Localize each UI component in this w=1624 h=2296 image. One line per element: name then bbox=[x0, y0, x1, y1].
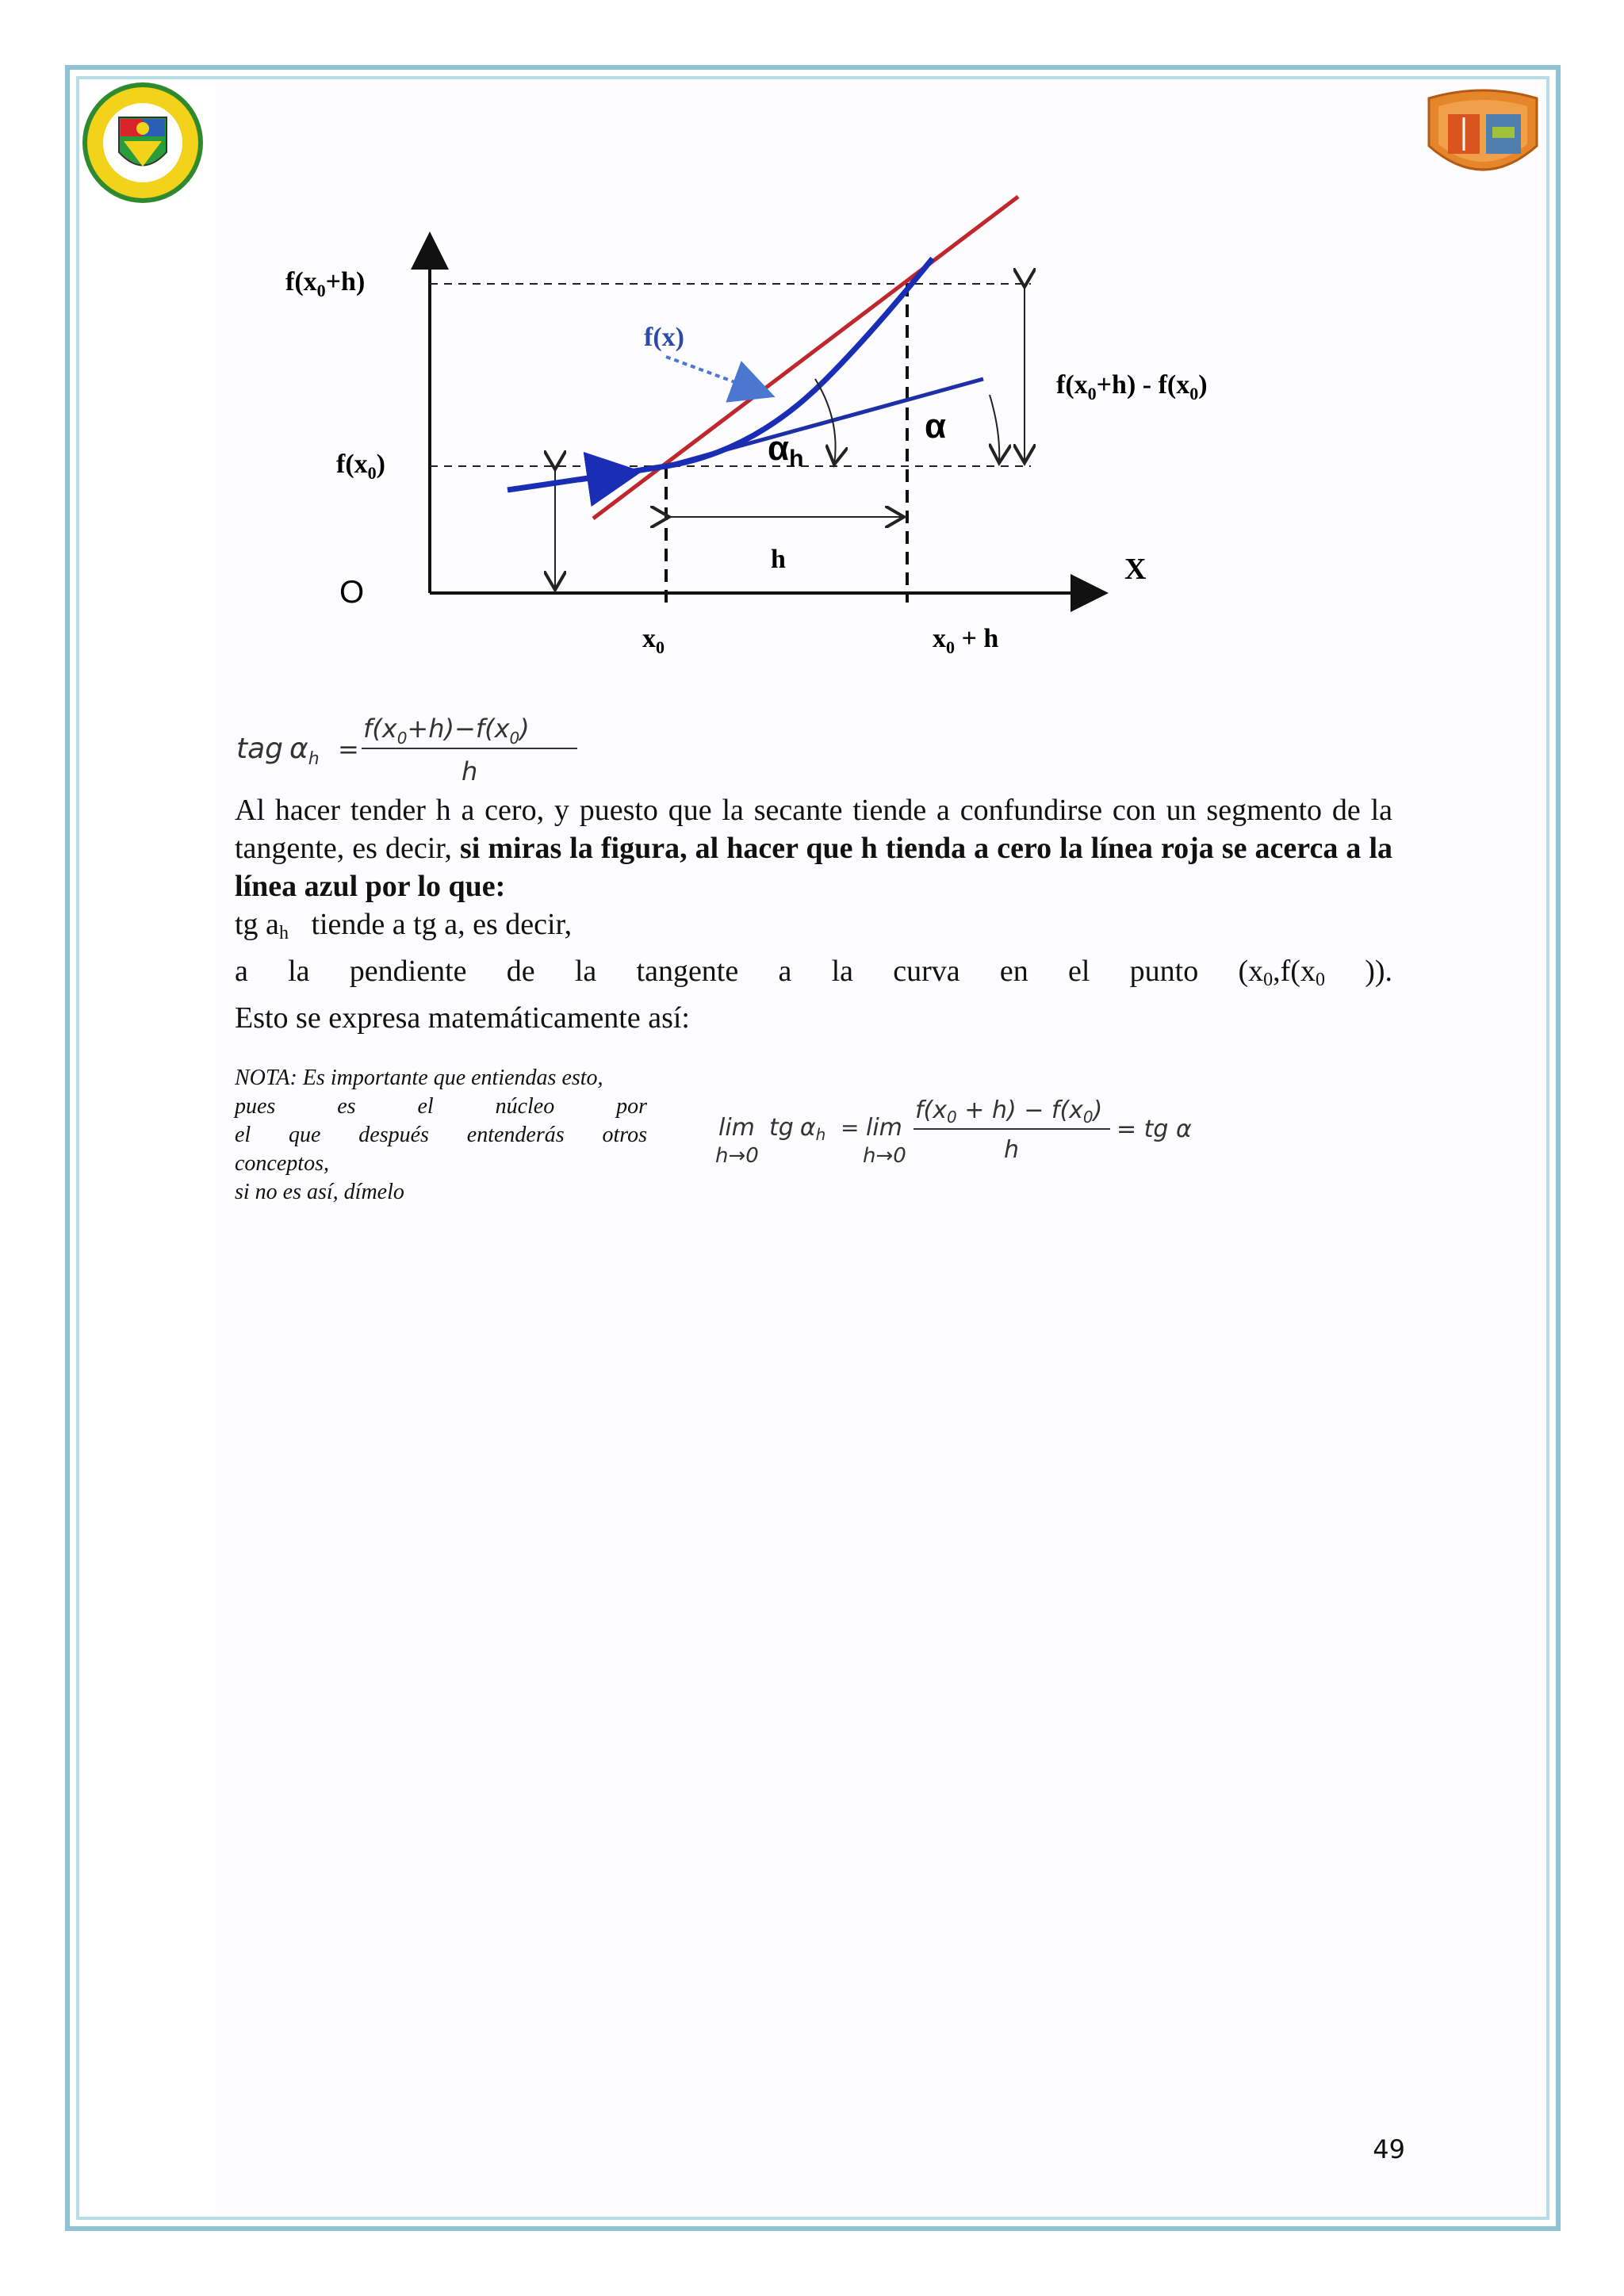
curve-fx bbox=[508, 258, 933, 490]
para-bold: si miras la figura, al hacer que h tienda a cero la línea roja se acerca a la línea azul por lo que: bbox=[235, 832, 1393, 903]
label-h: h bbox=[771, 545, 786, 574]
label-origin: O bbox=[339, 575, 365, 610]
label-x-axis: X bbox=[1124, 553, 1147, 586]
label-f-x0: $f(x_0)$ bbox=[336, 450, 385, 483]
label-f-x0h: $f(x_0+h)$ bbox=[285, 267, 366, 300]
svg-text:h→0: h→0 bbox=[715, 1144, 759, 1168]
note-line-5: si no es así, dímelo bbox=[235, 1180, 404, 1204]
faculty-shield-logo bbox=[1421, 82, 1545, 190]
note-line-3: el que después entenderás otros bbox=[235, 1123, 647, 1147]
svg-text:=: = bbox=[338, 734, 359, 764]
para-intro: Al hacer tender h a cero, y puesto que la secante tiende a confundirse con un segmento de la tangente, es decir, bbox=[235, 794, 1392, 865]
svg-text:tagαh: tag $\alpha_h$ bbox=[236, 733, 320, 769]
label-alpha-h: αh bbox=[768, 429, 804, 472]
note-line-4: conceptos, bbox=[235, 1151, 329, 1176]
label-x0: $x_0$ bbox=[642, 624, 665, 657]
formula-limit bbox=[714, 1093, 1205, 1180]
note-line-2: pues es el núcleo por bbox=[235, 1094, 647, 1119]
svg-text:h: h bbox=[1004, 1136, 1020, 1164]
label-x0-plus-h: $x_0 + h$ bbox=[933, 624, 999, 657]
para-last-line: Esto se expresa matemáticamente así: bbox=[235, 1001, 690, 1035]
para-slope-line: a la pendiente de la tangente a la curva en el punto ($x_0,f(x_0$ )). bbox=[235, 955, 1393, 990]
para-tg-line: tg $a_h$ tiende a tg a, es decir, bbox=[235, 908, 573, 943]
note-line-1: NOTA: Es importante que entiendas esto, bbox=[235, 1066, 603, 1090]
university-seal-logo bbox=[79, 79, 206, 206]
derivative-diagram bbox=[238, 182, 1277, 674]
svg-text:tgαh: tg $\alpha_h$ bbox=[769, 1114, 826, 1144]
svg-text:= tg α: = tg α bbox=[1116, 1115, 1192, 1143]
svg-text:lim: lim bbox=[718, 1114, 755, 1142]
label-fx: f(x) bbox=[644, 323, 684, 352]
page-number: 49 bbox=[1373, 2134, 1405, 2164]
formula-tangent-secant bbox=[235, 704, 599, 791]
svg-text:f(x0+h)−f(x0): $f(x_0+h)-f(x_0)$ bbox=[363, 714, 530, 748]
fx-pointer bbox=[666, 357, 769, 395]
label-difference: $f(x_0+h) - f(x_0)$ bbox=[1056, 370, 1208, 404]
svg-text:h→0: h→0 bbox=[863, 1144, 906, 1168]
angle-arc-alpha bbox=[990, 395, 999, 463]
explanation-paragraph bbox=[235, 791, 1392, 1037]
label-alpha: α bbox=[925, 407, 947, 446]
svg-text:f(x0 + h) − f(x0): $f(x_0 + h) - f(x_0)$ bbox=[915, 1096, 1103, 1127]
svg-text:h: h bbox=[462, 756, 478, 786]
svg-text:lim: lim bbox=[866, 1114, 902, 1142]
svg-text:=: = bbox=[841, 1115, 860, 1141]
note-box bbox=[235, 1064, 647, 1207]
